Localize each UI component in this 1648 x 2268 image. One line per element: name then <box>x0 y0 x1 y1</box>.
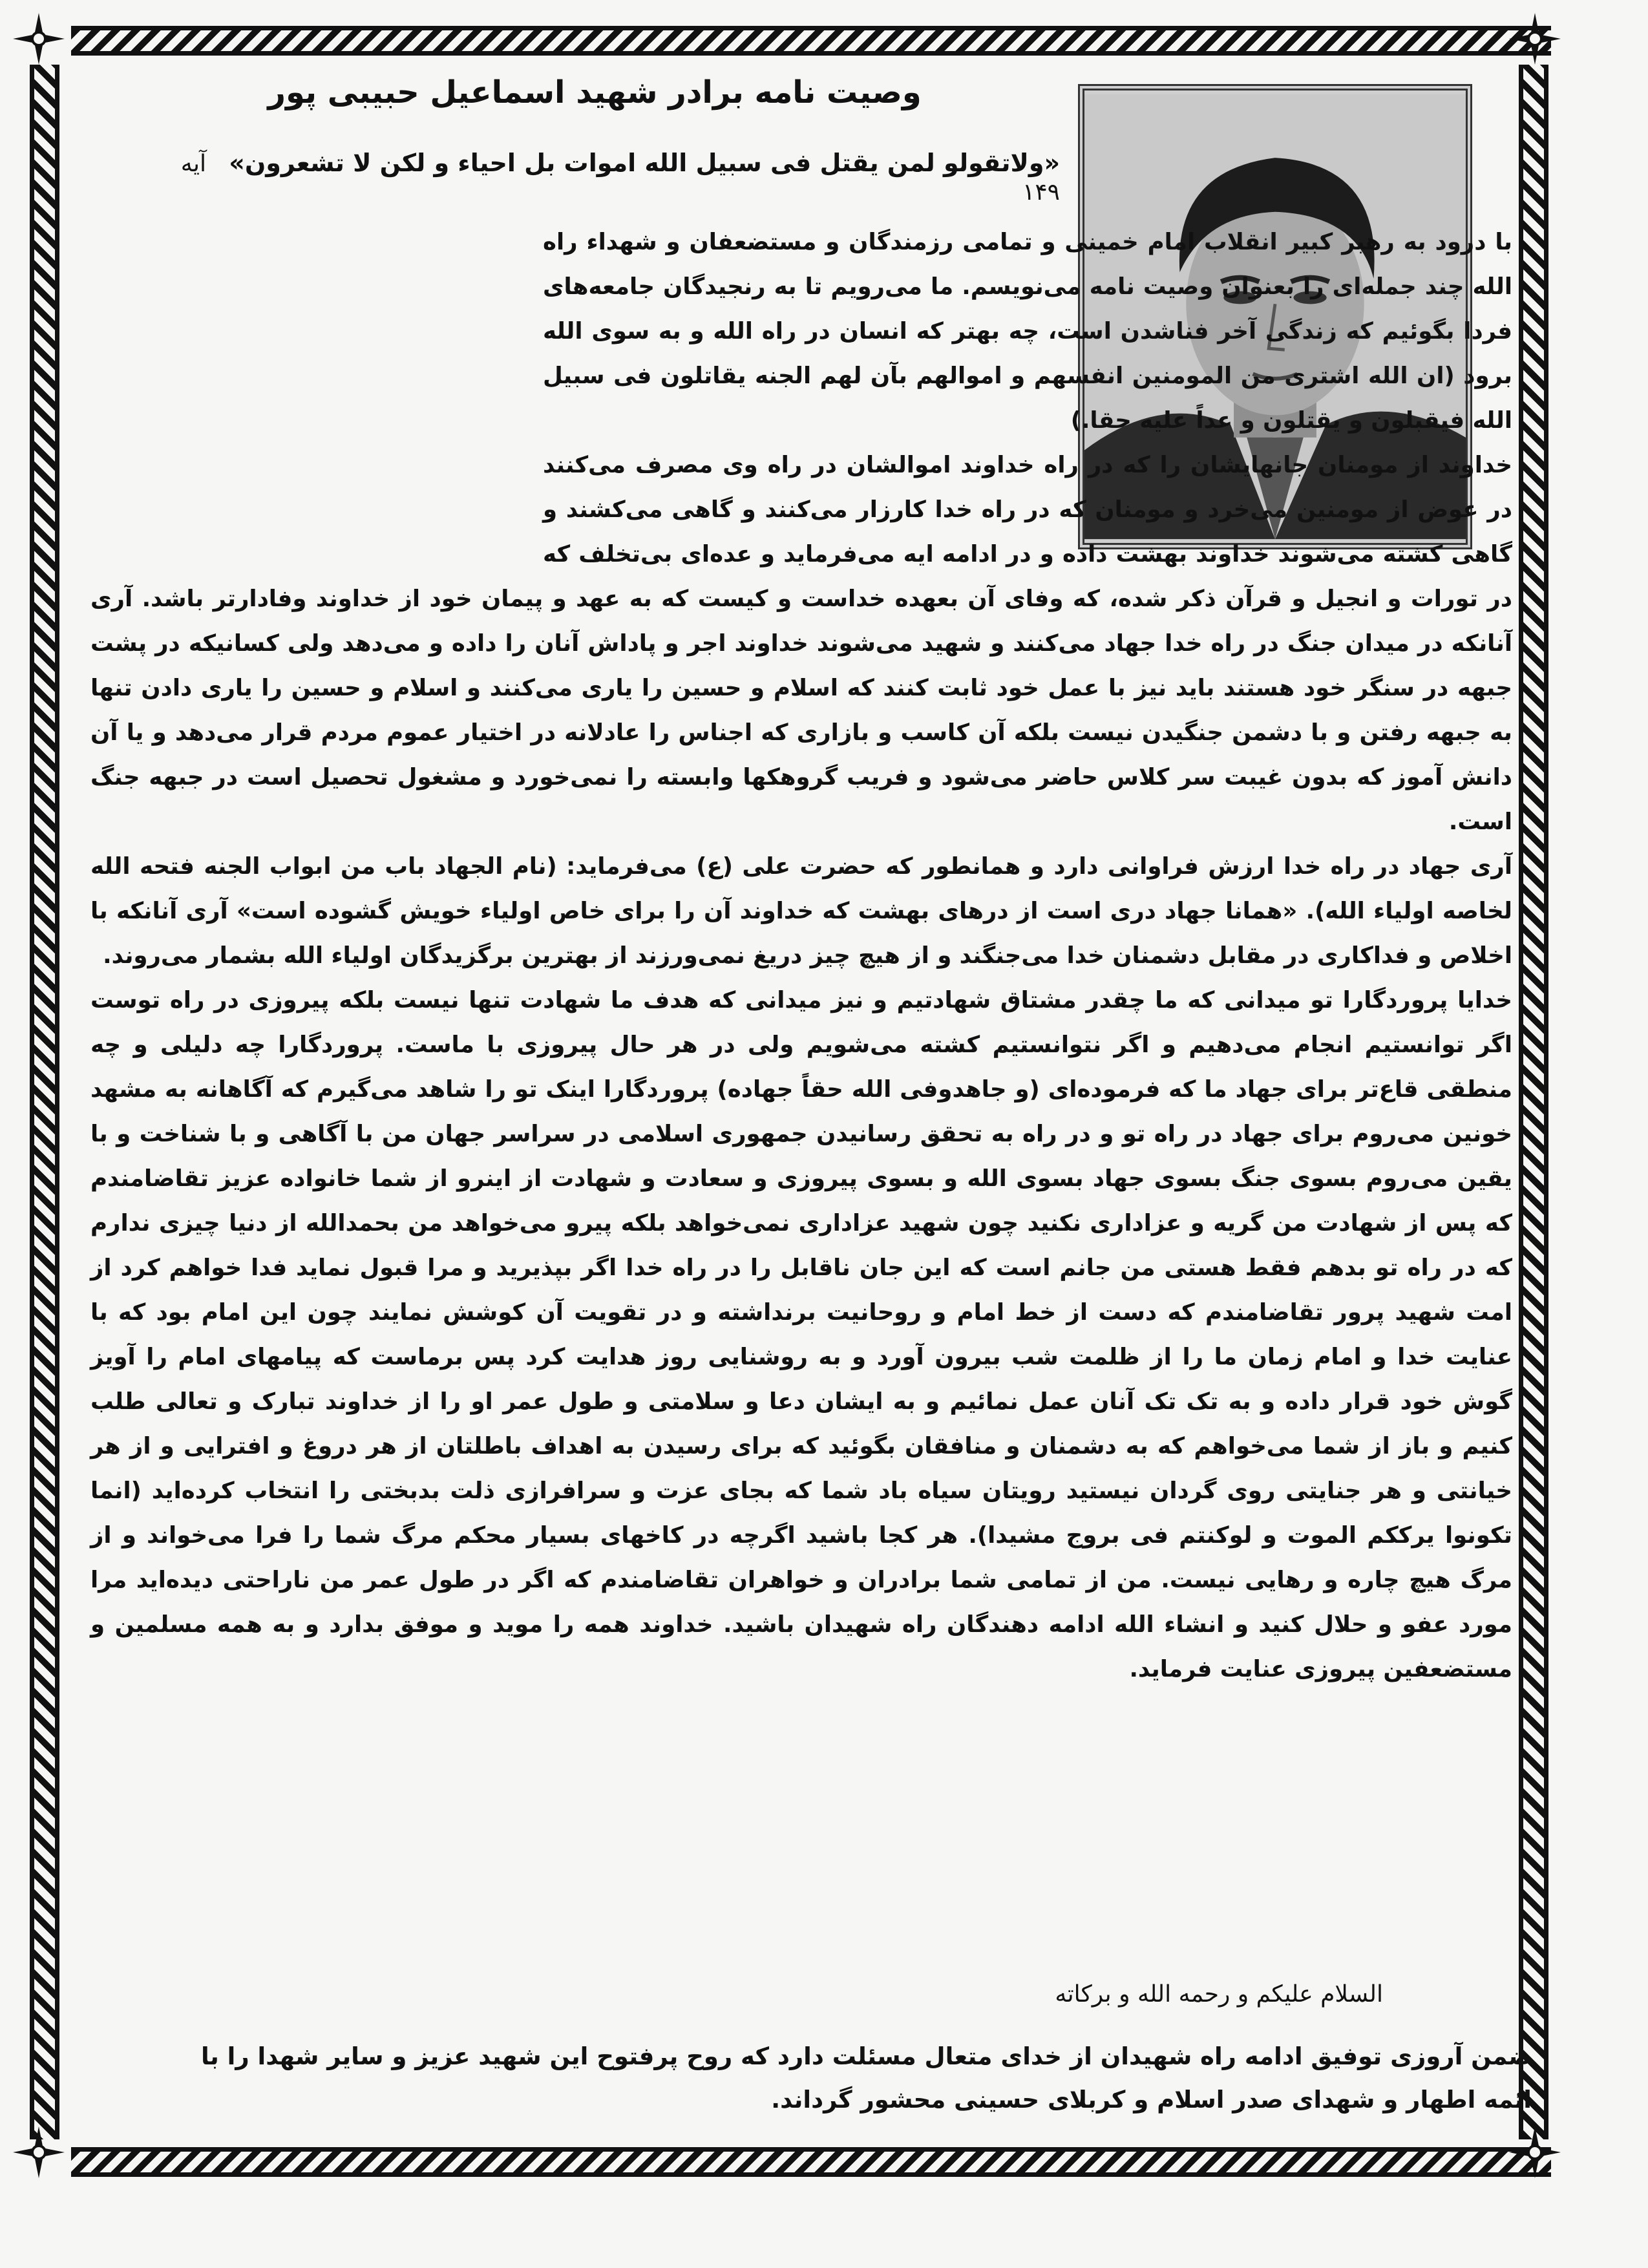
closing-salutation: السلام علیکم و رحمه الله و برکاته <box>1055 1981 1383 2008</box>
verse-text: «ولاتقولو لمن یقتل فی سبیل الله اموات بل احیاء و لکن لا تشعرون» <box>229 149 1060 177</box>
border-left <box>30 65 59 2139</box>
verse-reference: آیه ۱۴۹ <box>180 151 1060 206</box>
corner-ornament-icon <box>6 2120 71 2185</box>
paragraph: آری جهاد در راه خدا ارزش فراوانی دارد و همانطور که حضرت علی (ع) می‌فرماید: (نام الجهاد باب من ابواب الجنه فتحه الله لخاصه اولیاء الله). «همانا جهاد دری است از درهای بهشت که خداوند آن را برای خاص اولیاء خویش گشوده است» آری آنانکه با اخلاص و فداکاری در مقابل دشمنان خدا می‌جنگند و از هیچ چیز دریغ نمی‌ورزند از بهترین برگزیدگان اولیاء الله بشمار می‌روند. <box>90 853 1512 969</box>
document-title: وصیت نامه برادر شهید اسماعیل حبیبی پور <box>268 74 922 111</box>
border-top <box>71 26 1551 56</box>
corner-ornament-icon <box>1503 2120 1567 2185</box>
will-body <box>90 220 1512 1691</box>
paragraph: خدایا پروردگارا تو میدانی که ما چقدر مشتاق شهادتیم و نیز میدانی که هدف ما شهادت تنها نیست بلکه پیروزی در راه توست اگر توانستیم انجام می‌دهیم و اگر نتوانستیم کشته می‌شویم ولی در هر حال پیروزی با ماست. پروردگارا چه دلیلی و چه منطقی قاع‌تر برای جهاد ما که فرموده‌ای (و جاهدوفی الله حقاً جهاده) پروردگارا اینک تو را شاهد می‌گیرم که آگاهانه به مشهد خونین می‌روم برای جهاد در راه تو و در راه به تحقق رسانیدن جمهوری اسلامی در سراسر جهان من با آگاهی و با شناخت و با یقین می‌روم بسوی جنگ بسوی جهاد بسوی الله و بسوی پیروزی و سعادت و شهادت از اینرو از شما خانواده عزیز تقاضامندم که پس از شهادت من گریه و عزاداری نکنید چون شهید عزاداری نمی‌خواهد بلکه پیرو می‌خواهد من بحمدالله از دنیا چیزی ندارم که در راه تو بدهم فقط هستی من جانم است که این جان ناقابل را در راه خدا اگر بپذیرید و مرا قبول نماید فدا خواهم کرد از امت شهید پرور تقاضامندم که دست از خط امام و روحانیت برنداشته و در تقویت آن کوشش نمایند چون این امام بود که با عنایت خدا و امام زمان ما را از ظلمت شب بیرون آورد و به روشنایی روز هدایت کرد پس برماست که پیامهای امام را آویز گوش خود قرار داده و به تک تک آنان عمل نمائیم و به ایشان دعا و سلامتی و طول عمر او را از خداوند تبارک و تعالی طلب کنیم و باز از شما می‌خواهم که به دشمنان و منافقان بگوئید که برای رسیدن به اهداف باطلتان از هر دروغ و افترایی و از هر خیانتی و هر جنایتی روی گردان نیستید رویتان سیاه باد شما که بجای عزت و سرافرازی ذلت بدبختی را انتخاب کرده‌اید (انما تکونوا یرککم الموت و لوکنتم فی بروج مشیدا). هر کجا باشید اگرچه در کاخهای بسیار محکم مرگ شما را فرا می‌خواند و از مرگ هیچ چاره و رهایی نیست. من از تمامی شما برادران و خواهران تقاضامندم که اگر در طول عمر من ناراحتی دیده‌اید مرا مورد عفو و حلال کنید و انشاء الله ادامه دهندگان راه شهیدان باشید. خداوند همه را موید و موفق بدارد و به همه مسلمین و مستضعفین پیروزی عنایت فرماید. <box>90 987 1512 1682</box>
paragraph: با درود به رهبر کبیر انقلاب امام خمینی و تمامی رزمندگان و مستضعفان و شهداء راه الله چند جمله‌ای را بعنوان وصیت نامه می‌نویسم. ما می‌رویم تا به رنجیدگان جامعه‌های فردا بگوئیم که زندگی آخر فناشدن است، چه بهتر که انسان در راه الله و به سوی الله برود (ان الله اشتری من المومنین انفسهم و اموالهم بآن لهم الجنه یقاتلون فی سبیل الله فیقبلون و یقتلون و عداً علیه حقا.) <box>543 229 1512 434</box>
corner-ornament-icon <box>1503 6 1567 71</box>
paragraph: خداوند از مومنان جانهایشان را که در راه خداوند اموالشان در راه وی مصرف می‌کنند در عوض از مومنین می‌خرد و مومنان که در راه خدا کارزار می‌کنند و گاهی می‌کشند و گاهی کشته می‌شوند خداوند بهشت داده و در ادامه ایه می‌فرماید و عده‌ای بی‌تخلف که در تورات و انجیل و قرآن ذکر شده، که وفای آن بعهده خداست و کیست که به عهد و پیمان خود از خداوند وفادارتر باشد. آری آنانکه در میدان جنگ در راه خدا جهاد می‌کنند و شهید می‌شوند خداوند اجر و پاداش آنان را داده و می‌دهد ولی کسانیکه در پشت جبهه در سنگر خود هستند باید نیز با عمل خود ثابت کنند که اسلام و حسین را یاری می‌کنند و اسلام و حسین را یاری دادن تنها به جبهه رفتن و با دشمن جنگیدن نیست بلکه آن کاسب و بازاری که اجناس را عادلانه در اختیار عموم مردم قرار می‌دهد و یا آن دانش آموز که بدون غیبت سر کلاس حاضر می‌شود و فریب گروهکها وابسته را نمی‌خورد و مشغول تحصیل است در جبهه جنگ است. <box>90 452 1512 835</box>
corner-ornament-icon <box>6 6 71 71</box>
border-right <box>1519 65 1548 2139</box>
final-note: ضمن آروزی توفیق ادامه راه شهیدان از خدای متعال مسئلت دارد که روح پرفتوح این شهید عزیز و سایر شهدا را با ائمه اطهار و شهدای صدر اسلام و کربلای حسینی محشور گرداند. <box>200 2042 1532 2114</box>
border-bottom <box>71 2147 1551 2177</box>
quran-verse <box>155 149 1060 206</box>
